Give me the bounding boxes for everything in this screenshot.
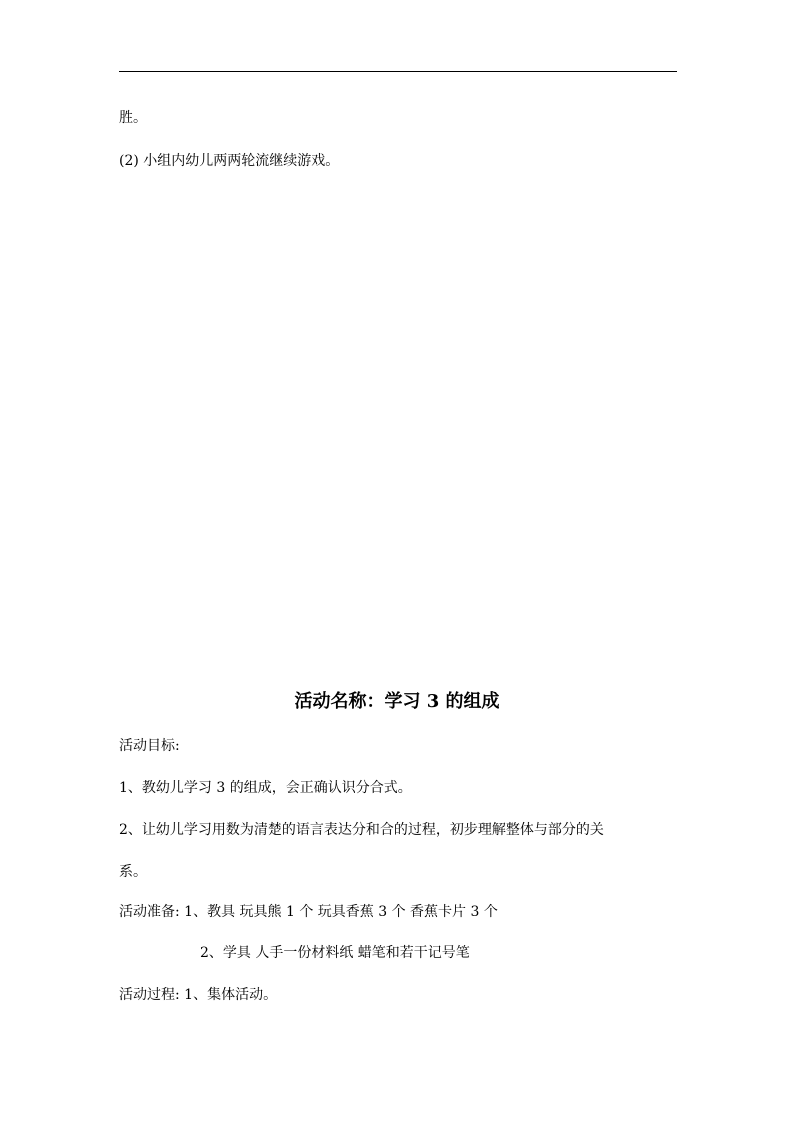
preparation-line-2: 2、学具 人手一份材料纸 蜡笔和若干记号笔 (200, 945, 470, 961)
goal-2-line-1: 2、让幼儿学习用数为清楚的语言表达分和合的过程，初步理解整体与部分的关 (119, 822, 604, 838)
preparation-line-1: 活动准备: 1、教具 玩具熊 1 个 玩具香蕉 3 个 香蕉卡片 3 个 (119, 904, 498, 920)
activity-title: 活动名称：学习 3 的组成 (294, 691, 500, 712)
game-step-2: (2) 小组内幼儿两两轮流继续游戏。 (119, 153, 340, 169)
goal-2-line-2: 系。 (119, 864, 147, 880)
goal-1: 1、教幼儿学习 3 的组成，会正确认识分合式。 (119, 780, 412, 796)
goals-label: 活动目标: (119, 738, 180, 754)
process-line: 活动过程: 1、集体活动。 (119, 987, 278, 1003)
paragraph-continuation: 胜。 (119, 110, 147, 126)
header-rule (119, 71, 677, 72)
